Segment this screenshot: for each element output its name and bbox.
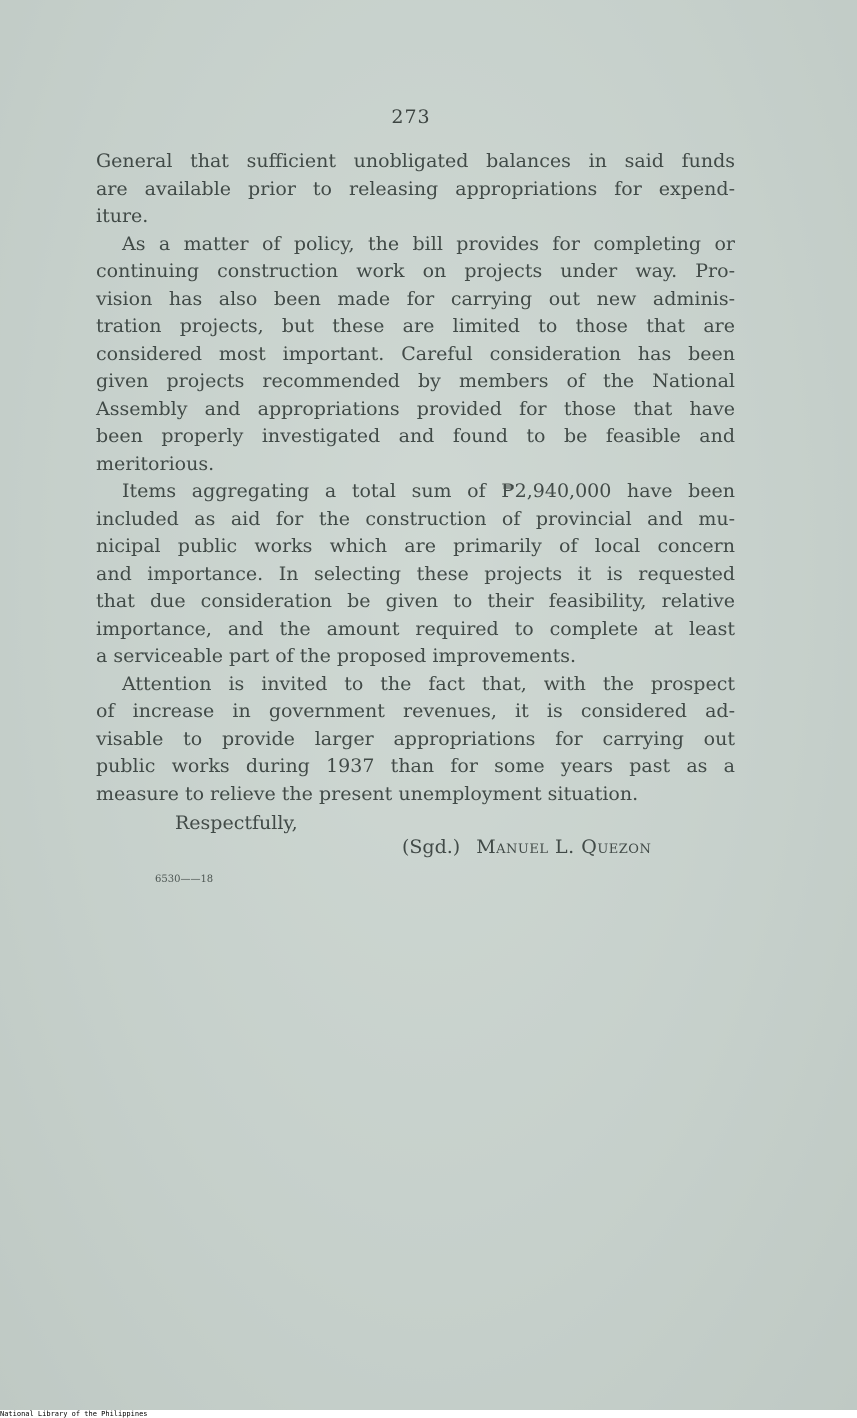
library-credit: National Library of the Philippines [0, 1410, 148, 1418]
text-line: included as aid for the construction of provincial and mu- [96, 507, 735, 530]
text-line: Items aggregating a total sum of ₱2,940,000 have been [122, 480, 735, 502]
text-line: that due consideration be given to their feasibility, relative [96, 590, 735, 612]
text-line: are available prior to releasing appropriations for expend- [96, 177, 735, 200]
paragraph [96, 478, 735, 671]
page-number: 273 [391, 106, 431, 128]
text-line: visable to provide larger appropriations for carrying out [96, 727, 735, 750]
text-line: a serviceable part of the proposed improvements. [96, 645, 577, 667]
paragraph [96, 148, 735, 231]
text-line: importance, and the amount required to complete at least [96, 617, 735, 640]
text-line: vision has also been made for carrying out new adminis- [96, 287, 735, 310]
signature-name: Manuel L. Quezon [476, 836, 652, 858]
text-line: public works during 1937 than for some years past as a [96, 755, 735, 777]
text-line: As a matter of policy, the bill provides for completing or [122, 232, 735, 255]
text-line: measure to relieve the present unemployment situation. [96, 782, 639, 805]
text-line: continuing construction work on projects under way. Pro- [96, 260, 735, 282]
paragraph [96, 671, 735, 809]
printer-mark: 6530——18 [155, 874, 214, 885]
text-line: of increase in government revenues, it is considered ad- [96, 700, 735, 722]
text-line: General that sufficient unobligated balances in said funds [96, 150, 735, 172]
closing: Respectfully, [175, 812, 298, 834]
text-line: considered most important. Careful consideration has been [96, 342, 735, 365]
text-line: nicipal public works which are primarily of local concern [96, 535, 735, 557]
text-line: iture. [96, 205, 149, 227]
text-line: given projects recommended by members of the National [96, 370, 735, 392]
text-line: tration projects, but these are limited to those that are [96, 315, 735, 337]
text-line: been properly investigated and found to be feasible and [96, 425, 735, 447]
body-text [96, 148, 735, 808]
text-line: Assembly and appropriations provided for those that have [96, 397, 735, 420]
text-line: and importance. In selecting these projects it is requested [96, 562, 735, 585]
paragraph [96, 231, 735, 479]
signature-prefix: (Sgd.) [402, 836, 461, 858]
signature [402, 836, 651, 858]
text-line: meritorious. [96, 452, 215, 475]
text-line: Attention is invited to the fact that, with the prospect [122, 672, 735, 695]
